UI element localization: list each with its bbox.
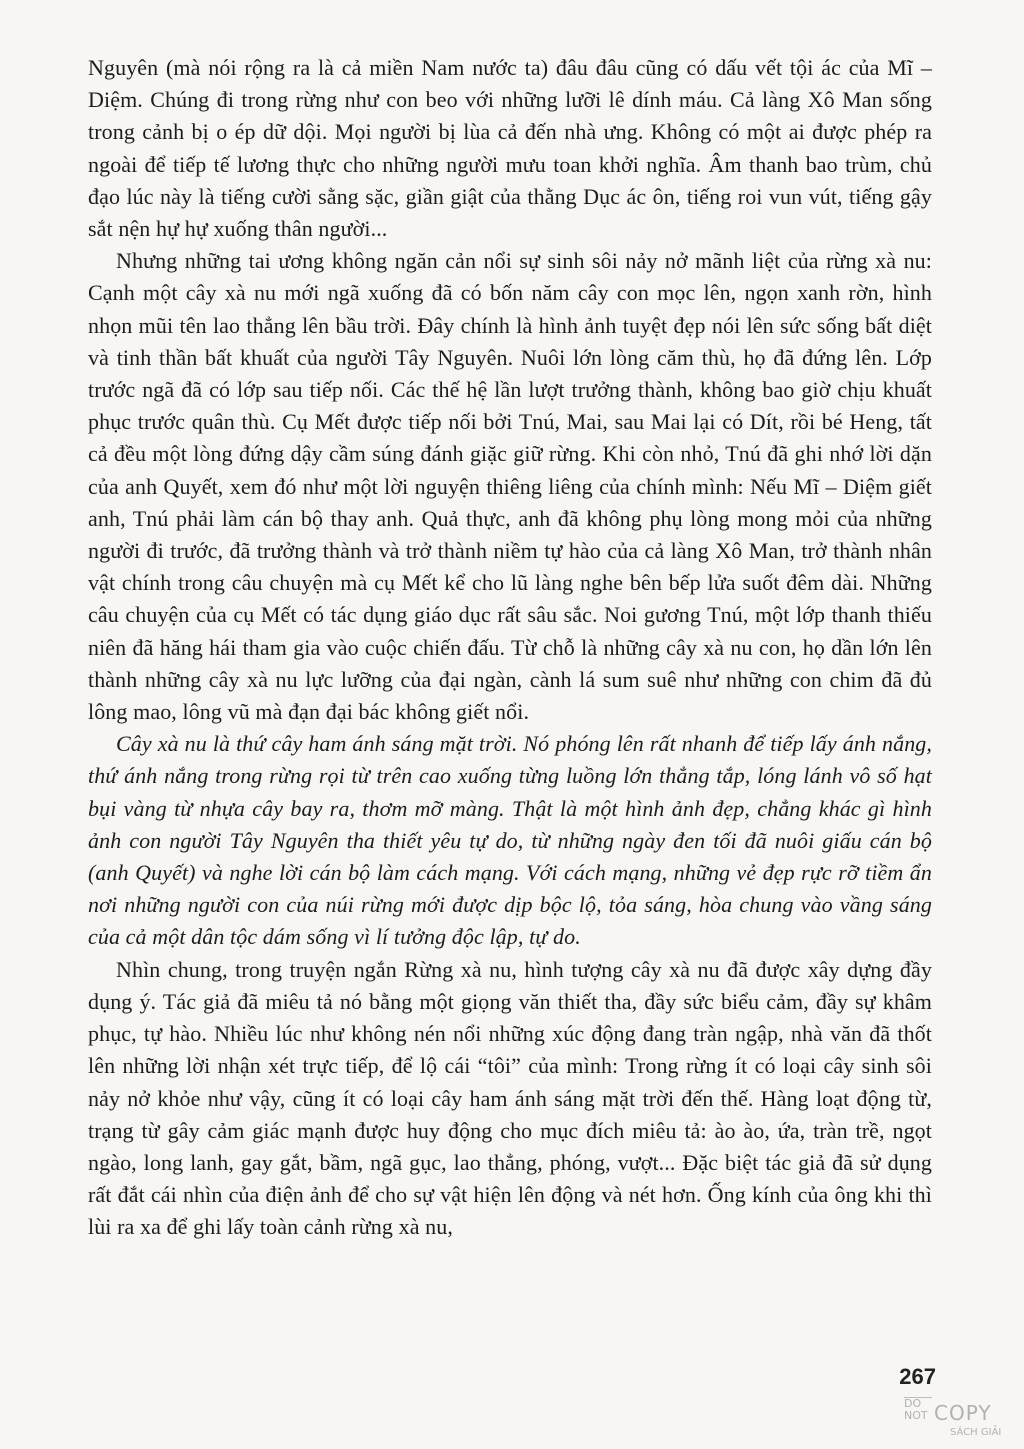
watermark-brand: SÁCH GIẢI (950, 1427, 1002, 1438)
watermark-copy: COPY (934, 1401, 992, 1425)
paragraph-1: Nguyên (mà nói rộng ra là cả miền Nam nước ta) đâu đâu cũng có dấu vết tội ác của Mĩ – Diệm. Chúng đi trong rừng như con beo với những lưỡi lê dính máu. Cả làng Xô Man sống trong cảnh bị o ép dữ dội. Mọi người bị lùa cả đến nhà ưng. Không có một ai được phép ra ngoài để tiếp tế lương thực cho những người mưu toan khởi nghĩa. Âm thanh bao trùm, chủ đạo lúc này là tiếng cười sằng sặc, giần giật của thằng Dục ác ôn, tiếng roi vun vút, tiếng gậy sắt nện hự hự xuống thân người... (88, 55, 932, 242)
page-number: 267 (899, 1364, 936, 1389)
copy-watermark (904, 1397, 1016, 1445)
paragraph-3: Cây xà nu là thứ cây ham ánh sáng mặt trời. Nó phóng lên rất nhanh để tiếp lấy ánh nắng, thứ ánh nắng trong rừng rọi từ trên cao xuống từng luồng lớn thẳng tắp, lóng lánh vô số hạt bụi vàng từ nhựa cây bay ra, thơm mỡ màng. Thật là một hình ảnh đẹp, chẳng khác gì hình ảnh con người Tây Nguyên tha thiết yêu tự do, từ những ngày đen tối đã nuôi giấu cán bộ (anh Quyết) và nghe lời cán bộ làm cách mạng. Với cách mạng, những vẻ đẹp rực rỡ tiềm ẩn nơi những người con của núi rừng mới được dịp bộc lộ, tỏa sáng, hòa chung vào vầng sáng của cả một dân tộc dám sống vì lí tưởng độc lập, tự do. (88, 731, 932, 950)
page-body (88, 52, 932, 1244)
watermark-do-not: DO NOT (904, 1397, 932, 1422)
paragraph-4: Nhìn chung, trong truyện ngắn Rừng xà nu, hình tượng cây xà nu đã được xây dựng đầy dụng ý. Tác giả đã miêu tả nó bằng một giọng văn thiết tha, đầy sức biểu cảm, đầy sự khâm phục, tự hào. Nhiều lúc như không nén nổi những xúc động đang tràn ngập, nhà văn đã thốt lên những lời nhận xét trực tiếp, để lộ cái “tôi” của mình: Trong rừng ít có loại cây sinh sôi nảy nở khỏe như vậy, cũng ít có loại cây ham ánh sáng mặt trời đến thế. Hàng loạt động từ, trạng từ gây cảm giác mạnh được huy động cho mục đích miêu tả: ào ào, ứa, tràn trề, ngọt ngào, long lanh, gay gắt, bầm, ngã gục, lao thẳng, phóng, vượt... Đặc biệt tác giả đã sử dụng rất đắt cái nhìn của điện ảnh để cho sự vật hiện lên động và nét hơn. Ống kính của ông khi thì lùi ra xa để ghi lấy toàn cảnh rừng xà nu, (88, 956, 932, 1240)
paragraph-2: Nhưng những tai ương không ngăn cản nổi sự sinh sôi nảy nở mãnh liệt của rừng xà nu: Cạnh một cây xà nu mới ngã xuống đã có bốn năm cây con mọc lên, ngọn xanh rờn, hình nhọn mũi tên lao thẳng lên bầu trời. Đây chính là hình ảnh tuyệt đẹp nói lên sức sống bất diệt và tinh thần bất khuất của người Tây Nguyên. Nuôi lớn lòng căm thù, họ đã đứng lên. Lớp trước ngã đã có lớp sau tiếp nối. Các thế hệ lần lượt trưởng thành, không bao giờ chịu khuất phục trước quân thù. Cụ Mết được tiếp nối bởi Tnú, Mai, sau Mai lại có Dít, rồi bé Heng, tất cả đều một lòng đứng dậy cầm súng đánh giặc giữ rừng. Khi còn nhỏ, Tnú đã ghi nhớ lời dặn của anh Quyết, xem đó như một lời nguyện thiêng liêng của chính mình: Nếu Mĩ – Diệm giết anh, Tnú phải làm cán bộ thay anh. Quả thực, anh đã không phụ lòng mong mỏi của những người đi trước, đã trưởng thành và trở thành niềm tự hào của cả làng Xô Man, trở thành nhân vật chính trong câu chuyện mà cụ Mết kể cho lũ làng nghe bên bếp lửa suốt đêm dài. Những câu chuyện của cụ Mết có tác dụng giáo dục rất sâu sắc. Noi gương Tnú, một lớp thanh thiếu niên đã hăng hái tham gia vào cuộc chiến đấu. Từ chỗ là những cây xà nu con, họ dần lớn lên thành những cây xà nu lực lưỡng của đại ngàn, cành lá sum suê như những con chim đã đủ lông mao, lông vũ mà đạn đại bác không giết nổi. (88, 248, 932, 725)
